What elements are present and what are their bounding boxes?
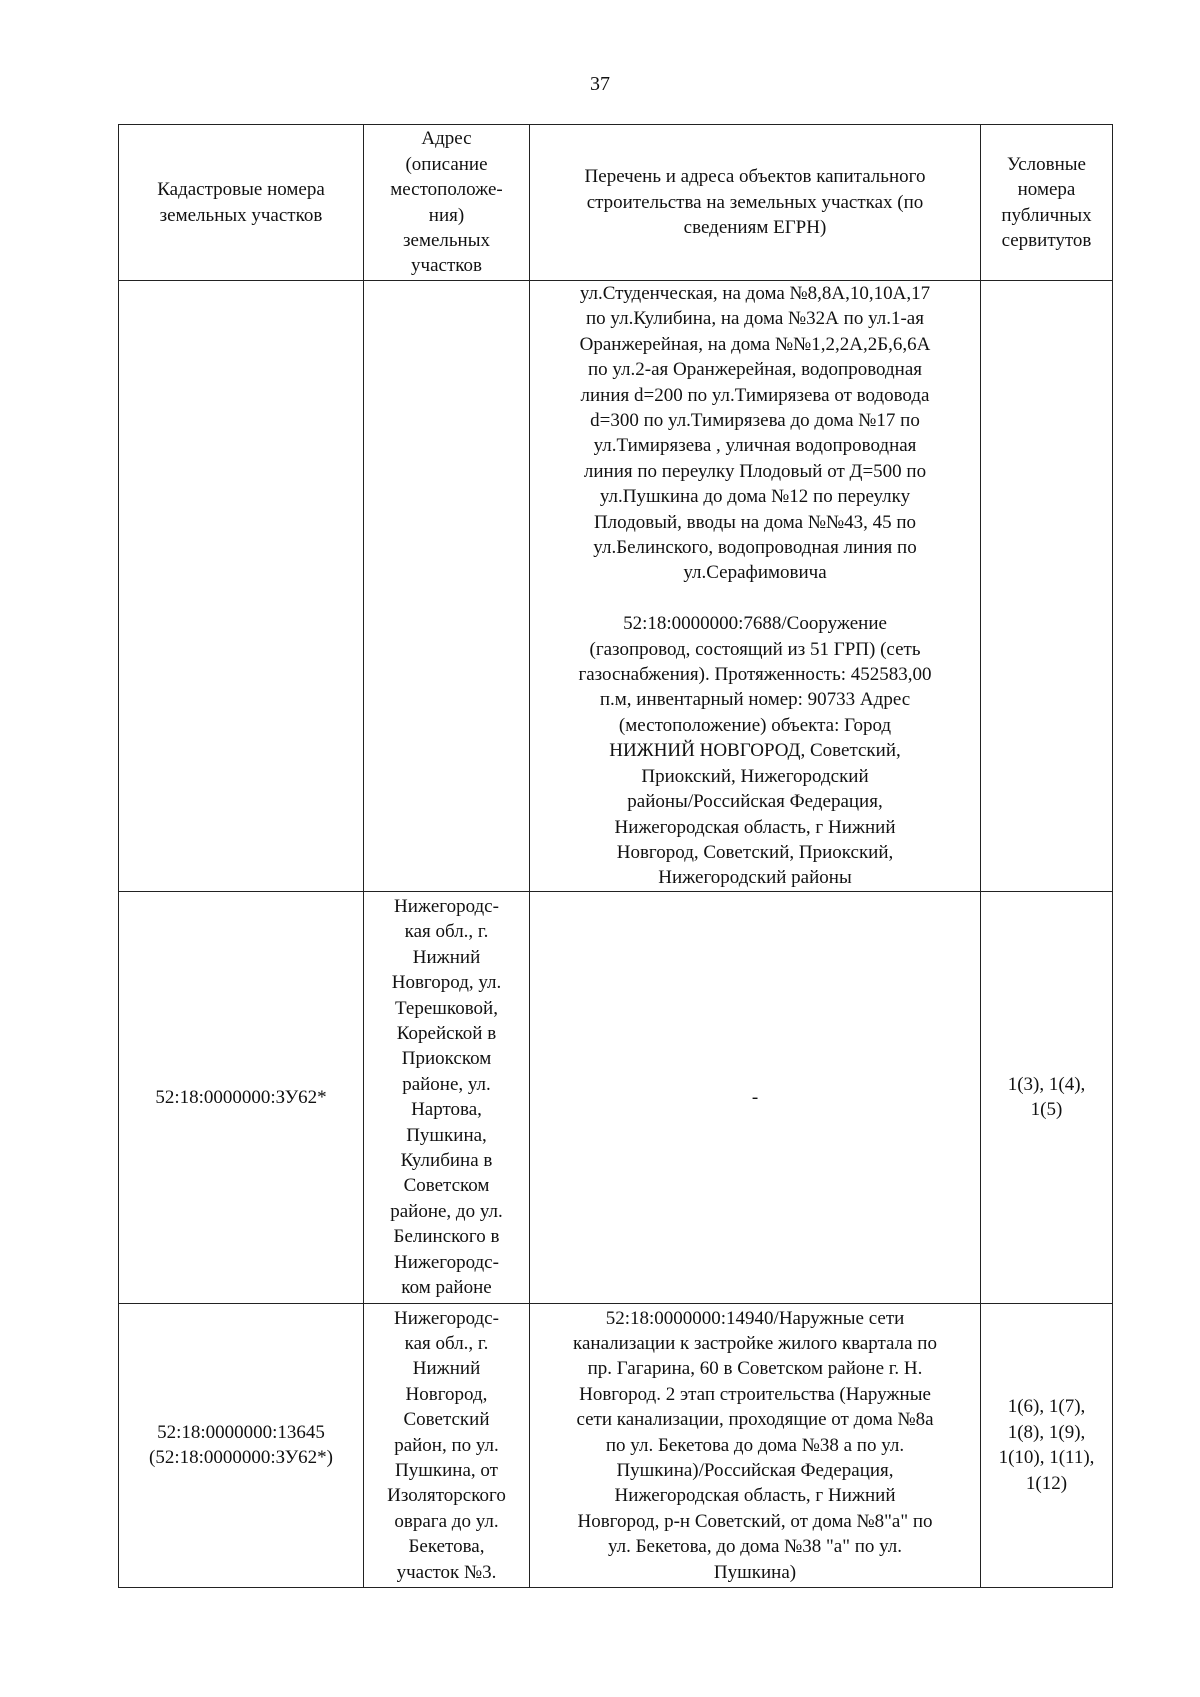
text-line: кая обл., г. — [404, 1332, 489, 1354]
text-line: районы/Российская Федерация, — [627, 791, 883, 813]
text-line: Пушкина, от — [395, 1459, 498, 1481]
cell-cadastral — [119, 281, 364, 892]
text-line: 52:18:0000000:14940/Наружные сети — [605, 1307, 905, 1329]
text-line: ул.Белинского, водопроводная линия по — [593, 537, 917, 559]
text-line: Пушкина, — [406, 1124, 487, 1146]
text-line: (описание — [405, 153, 488, 175]
text-line: участков — [411, 255, 482, 277]
text-line: линия d=200 по ул.Тимирязева от водовода — [580, 384, 930, 406]
text-line: 1(10), 1(11), — [998, 1447, 1095, 1469]
text-line: 1(3), 1(4), — [1007, 1073, 1086, 1095]
text-line: Новгород, р-н Советский, от дома №8"а" по — [577, 1510, 933, 1532]
text-line: Нижегородс- — [394, 1307, 499, 1329]
text-line: земельных — [403, 229, 490, 251]
text-line: Советском — [403, 1175, 490, 1197]
text-line: оврага до ул. — [394, 1510, 499, 1532]
text-line: по ул.2-ая Оранжерейная, водопроводная — [587, 359, 923, 381]
land-plots-table — [118, 124, 1113, 1588]
text-line: Новгород, — [405, 1383, 488, 1405]
text-line: ул.Тимирязева , уличная водопроводная — [593, 435, 917, 457]
table-header-row — [119, 125, 1113, 281]
text-line: сведениям ЕГРН) — [683, 217, 827, 239]
text-line: п.м, инвентарный номер: 90733 Адрес — [599, 689, 911, 711]
page-number: 37 — [590, 73, 610, 95]
text-line: Перечень и адреса объектов капитального — [584, 166, 926, 188]
text-line: Новгород, Советский, Приокский, — [616, 841, 894, 863]
text-line: сети канализации, проходящие от дома №8а — [576, 1409, 934, 1431]
text-line: (газопровод, состоящий из 51 ГРП) (сеть — [589, 638, 921, 660]
text-line: канализации к застройке жилого квартала по — [573, 1332, 937, 1354]
text-line: Пушкина)/Российская Федерация, — [616, 1459, 894, 1481]
text-line: ул.Пушкина до дома №12 по переулку — [599, 486, 911, 508]
text-line: Изоляторского — [387, 1485, 506, 1507]
text-line: Нижегородс- — [394, 1251, 499, 1273]
cell-address — [364, 1303, 530, 1587]
text-line: Кадастровые номера — [157, 179, 325, 201]
text-line: Нижегородская область, г Нижний — [614, 816, 896, 838]
text-line: Бекетова, — [408, 1536, 485, 1558]
text-line: Приокский, Нижегородский — [641, 765, 869, 787]
text-line: по ул. Бекетова до дома №38 а по ул. — [605, 1434, 905, 1456]
cell-objects — [530, 1303, 981, 1587]
text-line: местоположе- — [390, 179, 503, 201]
text-line: сервитутов — [1001, 229, 1092, 251]
text-line: Нижегородский районы — [658, 867, 852, 889]
text-line: газоснабжения). Протяженность: 452583,00 — [578, 664, 932, 686]
text-line: район, по ул. — [394, 1434, 499, 1456]
text-line: Плодовый, вводы на дома №№43, 45 по — [593, 511, 917, 533]
text-line: кая обл., г. — [404, 921, 489, 943]
text-line: 1(8), 1(9), — [1007, 1421, 1086, 1443]
text-line: Новгород, ул. — [391, 972, 502, 994]
text-line: публичных — [1001, 204, 1092, 226]
text-line: НИЖНИЙ НОВГОРОД, Советский, — [609, 740, 901, 762]
table-row — [119, 281, 1113, 892]
cell-address — [364, 891, 530, 1303]
cell-objects — [530, 281, 981, 892]
text-line: d=300 по ул.Тимирязева до дома №17 по — [590, 410, 920, 432]
table-row — [119, 1303, 1113, 1587]
cell-servitudes — [981, 1303, 1113, 1587]
text-line: Нижний — [412, 1358, 481, 1380]
text-line: - — [751, 1086, 759, 1108]
text-line: ния) — [428, 204, 465, 226]
text-line: Адрес — [421, 128, 472, 150]
text-line: 52:18:0000000:ЗУ62* — [155, 1086, 327, 1108]
text-line: Оранжерейная, на дома №№1,2,2А,2Б,6,6А — [579, 333, 931, 355]
text-line: 1(12) — [1025, 1472, 1068, 1494]
text-line: ул.Серафимовича — [683, 562, 827, 584]
text-line: 52:18:0000000:13645 — [157, 1421, 325, 1443]
cell-cadastral — [119, 891, 364, 1303]
text-line: Белинского в — [393, 1226, 500, 1248]
header-cadastral-numbers — [119, 125, 364, 281]
text-line: Новгород. 2 этап строительства (Наружные — [579, 1383, 931, 1405]
text-line: строительства на земельных участках (по — [586, 191, 924, 213]
text-line: районе, ул. — [402, 1073, 491, 1095]
text-line: районе, до ул. — [390, 1200, 503, 1222]
text-line: Нижний — [412, 946, 481, 968]
text-line: (52:18:0000000:ЗУ62*) — [149, 1447, 333, 1469]
text-line: 52:18:0000000:7688/Сооружение — [623, 613, 887, 635]
text-line: Нижегородс- — [394, 895, 499, 917]
text-line: Нижегородская область, г Нижний — [614, 1485, 896, 1507]
text-line: Корейской в — [396, 1023, 497, 1045]
text-line: (местоположение) объекта: Город — [618, 714, 892, 736]
cell-servitudes — [981, 281, 1113, 892]
text-line: ком районе — [401, 1277, 492, 1299]
cell-objects — [530, 891, 981, 1303]
header-address — [364, 125, 530, 281]
text-line: линия по переулку Плодовый от Д=500 по — [583, 460, 927, 482]
cell-cadastral — [119, 1303, 364, 1587]
text-line: Советский — [403, 1409, 490, 1431]
text-line: Нартова, — [411, 1099, 482, 1121]
table-row — [119, 891, 1113, 1303]
text-line: ул.Студенческая, на дома №8,8А,10,10А,17 — [579, 283, 931, 304]
text-line: по ул.Кулибина, на дома №32А по ул.1-ая — [586, 308, 924, 330]
cell-address — [364, 281, 530, 892]
text-line: участок №3. — [396, 1561, 497, 1583]
text-line: Пушкина) — [713, 1561, 797, 1583]
text-line: Условные — [1007, 153, 1086, 175]
text-line: 1(5) — [1030, 1099, 1063, 1121]
text-line: пр. Гагарина, 60 в Советском районе г. Н. — [587, 1358, 923, 1380]
header-servitude-numbers — [981, 125, 1113, 281]
text-line: Терешковой, — [395, 997, 498, 1019]
text-line: ул. Бекетова, до дома №38 "а" по ул. — [607, 1536, 903, 1558]
text-line: Кулибина в — [400, 1150, 493, 1172]
text-line: Приокском — [401, 1048, 492, 1070]
header-capital-objects — [530, 125, 981, 281]
text-line: 1(6), 1(7), — [1007, 1396, 1086, 1418]
text-line: земельных участков — [159, 204, 323, 226]
blank-line — [536, 586, 974, 611]
cell-servitudes — [981, 891, 1113, 1303]
text-line: номера — [1017, 179, 1076, 201]
